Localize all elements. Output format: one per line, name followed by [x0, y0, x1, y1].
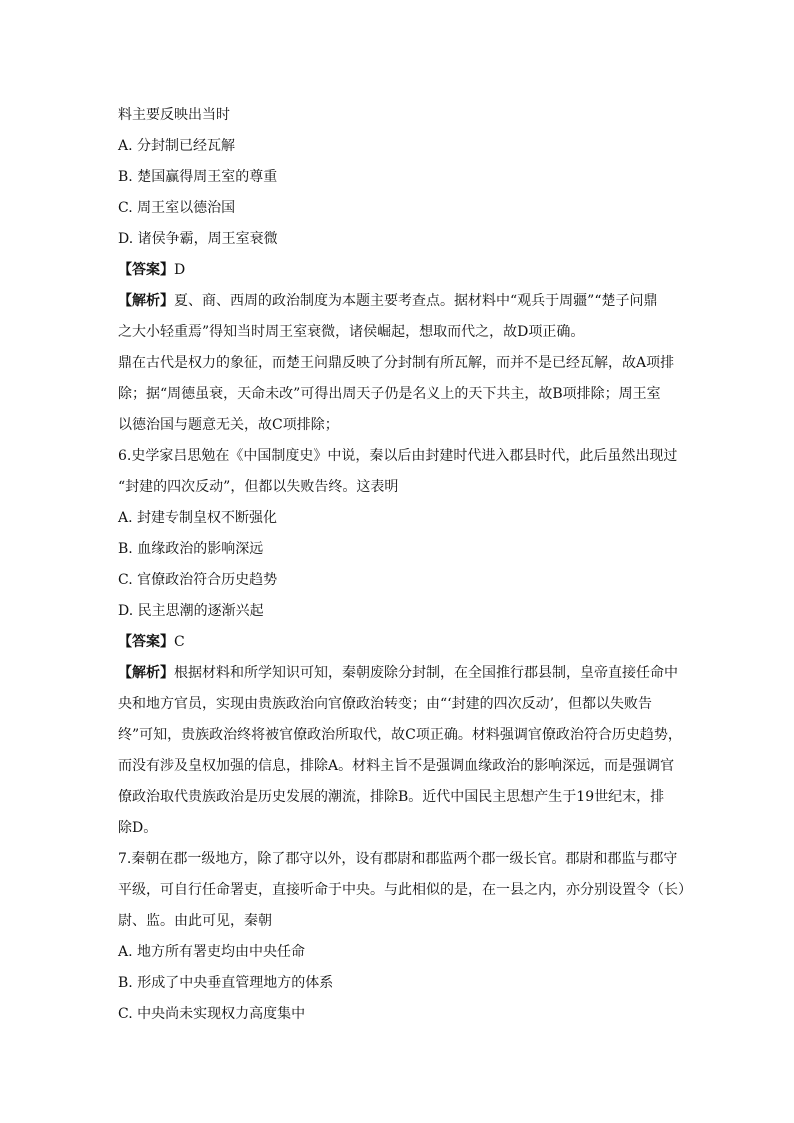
q5-option-a: A. 分封制已经瓦解 [118, 138, 236, 154]
q6-analysis-line-2: 央和地方官员，实现由贵族政治向官僚政治转变；由“‘封建的四次反动’，但都以失败告 [118, 696, 653, 712]
q6-analysis-text-1: 根据材料和所学知识可知，秦朝废除分封制，在全国推行郡县制，皇帝直接任命中 [174, 665, 678, 681]
q6-answer [118, 627, 678, 658]
q6-option-d: D. 民主思潮的逐渐兴起 [118, 603, 264, 619]
q5-analysis-line-4: 除；据“周德虽衰，天命未改”可得出周天子仍是名义上的天下共主，故B项排除；周王室 [118, 386, 661, 402]
q6-answer-tag: 【答案】 [118, 634, 174, 650]
q7-option-b: B. 形成了中央垂直管理地方的体系 [118, 975, 334, 991]
q6-analysis-line-3: 终”可知，贵族政治终将被官僚政治所取代，故C项正确。材料强调官僚政治符合历史趋势， [118, 727, 682, 743]
q5-analysis-line-5: 以德治国与题意无关，故C项排除； [118, 417, 339, 433]
q5-analysis-line-1 [118, 286, 678, 317]
q5-option-b: B. 楚国赢得周王室的尊重 [118, 169, 278, 185]
q6-analysis-line-5: 僚政治取代贵族政治是历史发展的潮流，排除B。近代中国民主思想产生于19世纪末，排 [118, 789, 665, 805]
q7-option-c: C. 中央尚未实现权力高度集中 [118, 1006, 306, 1022]
q7-stem-line-1: 7.秦朝在郡一级地方，除了郡守以外，设有郡尉和郡监两个郡一级长官。郡尉和郡监与郡守 [118, 851, 678, 867]
document-page [118, 100, 692, 1030]
q7-stem-line-3: 尉、监。由此可见，秦朝 [118, 913, 272, 929]
q6-analysis-line-1 [118, 658, 678, 689]
q5-stem-tail: 料主要反映出当时 [118, 107, 230, 123]
q6-analysis-line-6: 除D。 [118, 820, 158, 836]
q6-stem-line-2: “封建的四次反动”，但都以失败告终。这表明 [118, 479, 399, 495]
q6-analysis-tag: 【解析】 [118, 665, 174, 681]
q6-option-a: A. 封建专制皇权不断强化 [118, 510, 278, 526]
q6-answer-value: C [174, 634, 185, 650]
q6-stem-line-1: 6.史学家吕思勉在《中国制度史》中说，秦以后由封建时代进入郡县时代，此后虽然出现过 [118, 448, 678, 464]
q5-option-d: D. 诸侯争霸，周王室衰微 [118, 231, 278, 247]
q6-analysis-line-4: 而没有涉及皇权加强的信息，排除A。材料主旨不是强调血缘政治的影响深远，而是强调官 [118, 758, 675, 774]
q7-stem-line-2: 平级，可自行任命署吏，直接听命于中央。与此相似的是，在一县之内，亦分别设置令（长） [118, 882, 692, 898]
q5-analysis-tag: 【解析】 [118, 293, 174, 309]
q5-answer-tag: 【答案】 [118, 262, 174, 278]
q5-option-c: C. 周王室以德治国 [118, 200, 236, 216]
q6-option-c: C. 官僚政治符合历史趋势 [118, 572, 278, 588]
q5-answer-value: D [174, 262, 186, 278]
q5-analysis-text-1: 夏、商、西周的政治制度为本题主要考查点。据材料中“观兵于周疆”“楚子问鼎 [174, 293, 658, 309]
q5-analysis-line-2: 之大小轻重焉”得知当时周王室衰微，诸侯崛起，想取而代之，故D项正确。 [118, 324, 585, 340]
q5-analysis-line-3: 鼎在古代是权力的象征，而楚王问鼎反映了分封制有所瓦解，而并不是已经瓦解，故A项排 [118, 355, 675, 371]
q5-answer [118, 255, 678, 286]
q6-option-b: B. 血缘政治的影响深远 [118, 541, 264, 557]
q7-option-a: A. 地方所有署吏均由中央任命 [118, 944, 306, 960]
